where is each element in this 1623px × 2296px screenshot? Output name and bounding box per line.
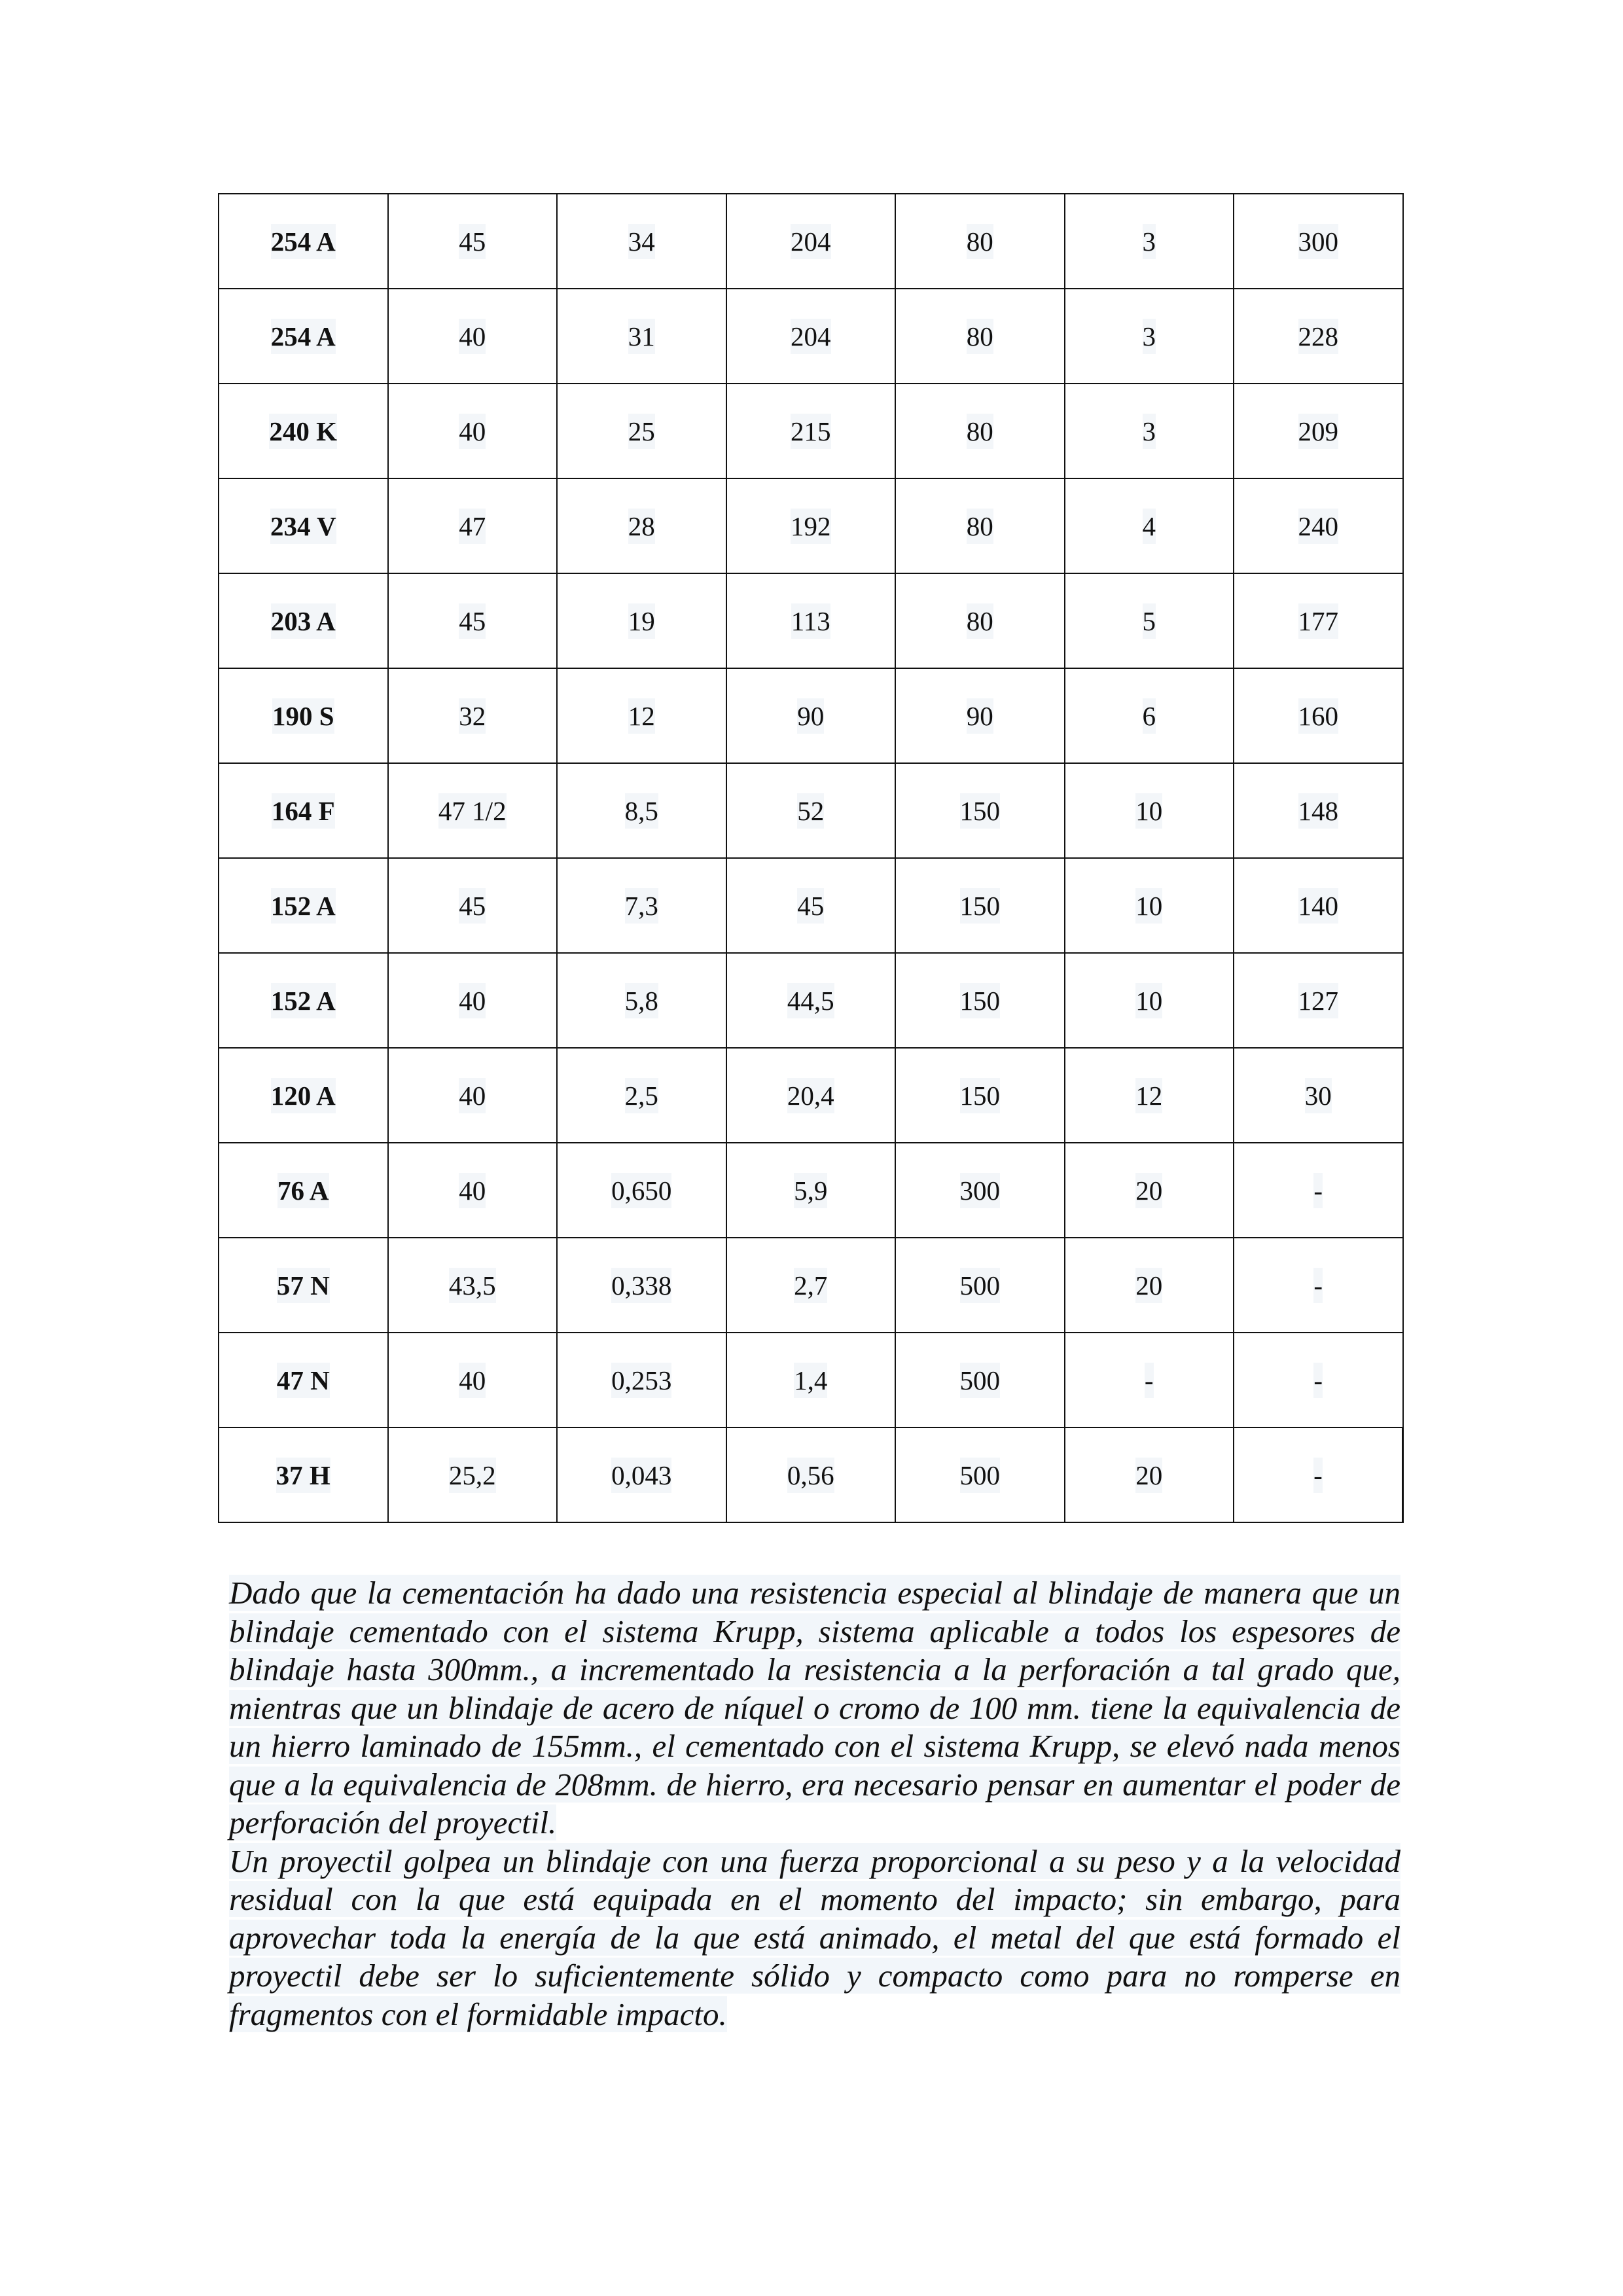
table-cell [557, 953, 726, 1048]
cell-value: 80 [967, 414, 993, 449]
cell-value: 1,4 [794, 1363, 827, 1398]
cell-value: 80 [967, 603, 993, 639]
cell-value: 80 [967, 319, 993, 354]
cell-value: 40 [459, 1078, 486, 1113]
cell-value: 7,3 [625, 888, 658, 924]
cell-value: 3 [1143, 319, 1156, 354]
cell-value: 0,338 [611, 1268, 671, 1303]
cell-value: 3 [1143, 224, 1156, 259]
cell-value: 40 [459, 1173, 486, 1208]
cell-value: - [1313, 1458, 1323, 1493]
table-cell [726, 668, 896, 763]
cell-value: 30 [1305, 1078, 1332, 1113]
projectile-data-table [218, 193, 1404, 1523]
table-cell [1065, 573, 1234, 668]
cell-value: 12 [1135, 1078, 1162, 1113]
table-cell [388, 384, 558, 478]
cell-value: - [1313, 1363, 1323, 1398]
table-cell [1234, 384, 1403, 478]
table-cell [557, 763, 726, 858]
cell-value: 45 [797, 888, 824, 924]
table-cell [1065, 1048, 1234, 1143]
cell-value: 25 [628, 414, 655, 449]
cell-value: 203 A [271, 603, 336, 639]
cell-value: 152 A [271, 983, 336, 1018]
table-cell [388, 763, 558, 858]
row-label-cell [219, 478, 388, 573]
cell-value: 5,8 [625, 983, 658, 1018]
table-cell [726, 1238, 896, 1333]
table-row [219, 384, 1403, 478]
row-label-cell [219, 1048, 388, 1143]
table-cell [388, 1143, 558, 1238]
table-cell [388, 668, 558, 763]
row-label-cell [219, 1143, 388, 1238]
cell-value: 80 [967, 224, 993, 259]
table-cell [895, 1048, 1065, 1143]
table-cell [1065, 194, 1234, 289]
table-cell [895, 194, 1065, 289]
cell-value: 234 V [270, 509, 336, 544]
table-cell [388, 194, 558, 289]
cell-value: 5,9 [794, 1173, 827, 1208]
table-cell [1234, 953, 1403, 1048]
table-cell [557, 1333, 726, 1427]
table-cell [1234, 858, 1403, 953]
cell-value: 10 [1135, 983, 1162, 1018]
table-cell [895, 384, 1065, 478]
cell-value: 45 [459, 888, 486, 924]
table-cell [1234, 194, 1403, 289]
cell-value: 20 [1135, 1173, 1162, 1208]
cell-value: 76 A [277, 1173, 329, 1208]
cell-value: 40 [459, 1363, 486, 1398]
table-cell [895, 953, 1065, 1048]
table-cell [388, 573, 558, 668]
table-cell [726, 289, 896, 384]
cell-value: 90 [797, 698, 824, 734]
table-cell [557, 384, 726, 478]
cell-value: 204 [791, 224, 831, 259]
row-label-cell [219, 1333, 388, 1427]
table-cell [1065, 1143, 1234, 1238]
table-cell [1065, 953, 1234, 1048]
cell-value: 47 1/2 [438, 793, 507, 829]
cell-value: 204 [791, 319, 831, 354]
cell-value: 25,2 [449, 1458, 496, 1493]
cell-value: 215 [791, 414, 831, 449]
table-row [219, 953, 1403, 1048]
cell-value: 127 [1298, 983, 1339, 1018]
cell-value: 40 [459, 983, 486, 1018]
cell-value: 10 [1135, 888, 1162, 924]
cell-value: - [1313, 1268, 1323, 1303]
table-cell [895, 1238, 1065, 1333]
table-cell [557, 289, 726, 384]
table-cell [557, 573, 726, 668]
cell-value: 177 [1298, 603, 1339, 639]
cell-value: 4 [1143, 509, 1156, 544]
cell-value: 47 N [277, 1363, 330, 1398]
table-cell [557, 858, 726, 953]
cell-value: - [1145, 1363, 1154, 1398]
cell-value: 0,043 [611, 1458, 671, 1493]
cell-value: 43,5 [449, 1268, 496, 1303]
row-label-cell [219, 668, 388, 763]
table-cell [1065, 1427, 1234, 1522]
cell-value: 32 [459, 698, 486, 734]
table-cell [726, 478, 896, 573]
cell-value: 19 [628, 603, 655, 639]
cell-value: 240 [1298, 509, 1339, 544]
cell-value: 20 [1135, 1268, 1162, 1303]
table-cell [895, 1143, 1065, 1238]
cell-value: 254 A [271, 319, 336, 354]
table-row [219, 1143, 1403, 1238]
table-cell [726, 858, 896, 953]
cell-value: 160 [1298, 698, 1339, 734]
table-cell [726, 1333, 896, 1427]
table-cell [895, 858, 1065, 953]
table-cell [1234, 1333, 1403, 1427]
row-label-cell [219, 1427, 388, 1522]
cell-value: 2,7 [794, 1268, 827, 1303]
cell-value: 120 A [271, 1078, 336, 1113]
table-cell [1234, 763, 1403, 858]
table-cell [1234, 1048, 1403, 1143]
cell-value: 2,5 [625, 1078, 658, 1113]
table-cell [388, 1048, 558, 1143]
cell-value: 44,5 [787, 983, 834, 1018]
table-cell [895, 478, 1065, 573]
cell-value: 45 [459, 603, 486, 639]
cell-value: 0,650 [611, 1173, 671, 1208]
table-cell [726, 1427, 896, 1522]
table-cell [1234, 1238, 1403, 1333]
cell-value: 8,5 [625, 793, 658, 829]
table-cell [557, 1238, 726, 1333]
table-row [219, 573, 1403, 668]
table-row [219, 478, 1403, 573]
table-cell [557, 478, 726, 573]
cell-value: 45 [459, 224, 486, 259]
table-cell [726, 194, 896, 289]
cell-value: 500 [960, 1458, 1001, 1493]
cell-value: 20,4 [787, 1078, 834, 1113]
table-cell [388, 1238, 558, 1333]
cell-value: 12 [628, 698, 655, 734]
table-cell [388, 289, 558, 384]
table-cell [557, 1427, 726, 1522]
cell-value: 150 [960, 793, 1001, 829]
table-cell [388, 478, 558, 573]
cell-value: 34 [628, 224, 655, 259]
cell-value: 40 [459, 414, 486, 449]
table-cell [895, 1333, 1065, 1427]
table-row [219, 1238, 1403, 1333]
table-cell [726, 573, 896, 668]
table-row [219, 289, 1403, 384]
table-body [219, 194, 1403, 1522]
row-label-cell [219, 289, 388, 384]
table-cell [726, 1143, 896, 1238]
cell-value: 150 [960, 983, 1001, 1018]
table-cell [895, 1427, 1065, 1522]
table-cell [557, 1143, 726, 1238]
row-label-cell [219, 384, 388, 478]
cell-value: 37 H [276, 1458, 330, 1493]
paragraph-projectile [229, 1842, 1400, 2034]
cell-value: 152 A [271, 888, 336, 924]
table-cell [895, 668, 1065, 763]
data-table-container [218, 193, 1404, 1523]
cell-value: 148 [1298, 793, 1339, 829]
cell-value: 254 A [271, 224, 336, 259]
table-cell [388, 1427, 558, 1522]
table-row [219, 858, 1403, 953]
table-row [219, 1048, 1403, 1143]
table-cell [1234, 1143, 1403, 1238]
table-cell [388, 1333, 558, 1427]
cell-value: 0,253 [611, 1363, 671, 1398]
table-cell [726, 384, 896, 478]
cell-value: 300 [960, 1173, 1001, 1208]
table-row [219, 1427, 1403, 1522]
table-cell [1065, 478, 1234, 573]
table-cell [1234, 1427, 1403, 1522]
body-text [229, 1574, 1400, 2034]
cell-value: 90 [967, 698, 993, 734]
table-row [219, 668, 1403, 763]
cell-value: 228 [1298, 319, 1339, 354]
cell-value: 113 [791, 603, 830, 639]
row-label-cell [219, 763, 388, 858]
cell-value: 164 F [272, 793, 335, 829]
table-cell [557, 668, 726, 763]
cell-value: 10 [1135, 793, 1162, 829]
paragraph-cementation [229, 1574, 1400, 1842]
table-cell [895, 573, 1065, 668]
cell-value: 52 [797, 793, 824, 829]
table-cell [557, 194, 726, 289]
paragraph-text: Dado que la cementación ha dado una resistencia especial al blindaje de manera que un blindaje cementado con el sistema Krupp, sistema aplicable a todos los espesores de blindaje hasta 300mm., a incrementado la resistencia a la perforación a tal grado que, mientras que un blindaje de acero de níquel o cromo de 100 mm. tiene la equivalencia de un hierro laminado de 155mm., el cementado con el sistema Krupp, se elevó nada menos que a la equivalencia de 208mm. de hierro, era necesario pensar en aumentar el poder de perforación del proyectil. [229, 1575, 1400, 1840]
cell-value: 31 [628, 319, 655, 354]
row-label-cell [219, 573, 388, 668]
cell-value: 300 [1298, 224, 1339, 259]
cell-value: 28 [628, 509, 655, 544]
cell-value: 240 K [269, 414, 337, 449]
table-cell [726, 763, 896, 858]
cell-value: 0,56 [787, 1458, 834, 1493]
row-label-cell [219, 194, 388, 289]
cell-value: 150 [960, 888, 1001, 924]
cell-value: 47 [459, 509, 486, 544]
row-label-cell [219, 953, 388, 1048]
table-row [219, 194, 1403, 289]
table-cell [726, 953, 896, 1048]
cell-value: 3 [1143, 414, 1156, 449]
table-cell [1234, 478, 1403, 573]
cell-value: 209 [1298, 414, 1339, 449]
cell-value: - [1313, 1173, 1323, 1208]
table-cell [1065, 668, 1234, 763]
cell-value: 140 [1298, 888, 1339, 924]
table-cell [1234, 668, 1403, 763]
row-label-cell [219, 1238, 388, 1333]
table-row [219, 1333, 1403, 1427]
cell-value: 500 [960, 1268, 1001, 1303]
table-cell [388, 953, 558, 1048]
table-cell [1065, 1238, 1234, 1333]
cell-value: 500 [960, 1363, 1001, 1398]
cell-value: 57 N [277, 1268, 330, 1303]
table-cell [1065, 1333, 1234, 1427]
cell-value: 40 [459, 319, 486, 354]
table-cell [726, 1048, 896, 1143]
table-cell [1065, 763, 1234, 858]
cell-value: 150 [960, 1078, 1001, 1113]
table-cell [1234, 573, 1403, 668]
table-cell [1065, 384, 1234, 478]
table-cell [895, 289, 1065, 384]
table-cell [557, 1048, 726, 1143]
cell-value: 20 [1135, 1458, 1162, 1493]
cell-value: 80 [967, 509, 993, 544]
paragraph-text: Un proyectil golpea un blindaje con una fuerza proporcional a su peso y a la velocidad residual con la que está equipada en el momento del impacto; sin embargo, para aprovechar toda la energía de la que está animado, el metal del que está formado el proyectil debe ser lo suficientemente sólido y compacto como para no romperse en fragmentos con el formidable impacto. [229, 1842, 1400, 2032]
row-label-cell [219, 858, 388, 953]
cell-value: 190 S [272, 698, 334, 734]
table-cell [1234, 289, 1403, 384]
table-cell [388, 858, 558, 953]
cell-value: 5 [1143, 603, 1156, 639]
table-cell [1065, 858, 1234, 953]
table-cell [895, 763, 1065, 858]
cell-value: 192 [791, 509, 831, 544]
table-row [219, 763, 1403, 858]
cell-value: 6 [1143, 698, 1156, 734]
table-cell [1065, 289, 1234, 384]
